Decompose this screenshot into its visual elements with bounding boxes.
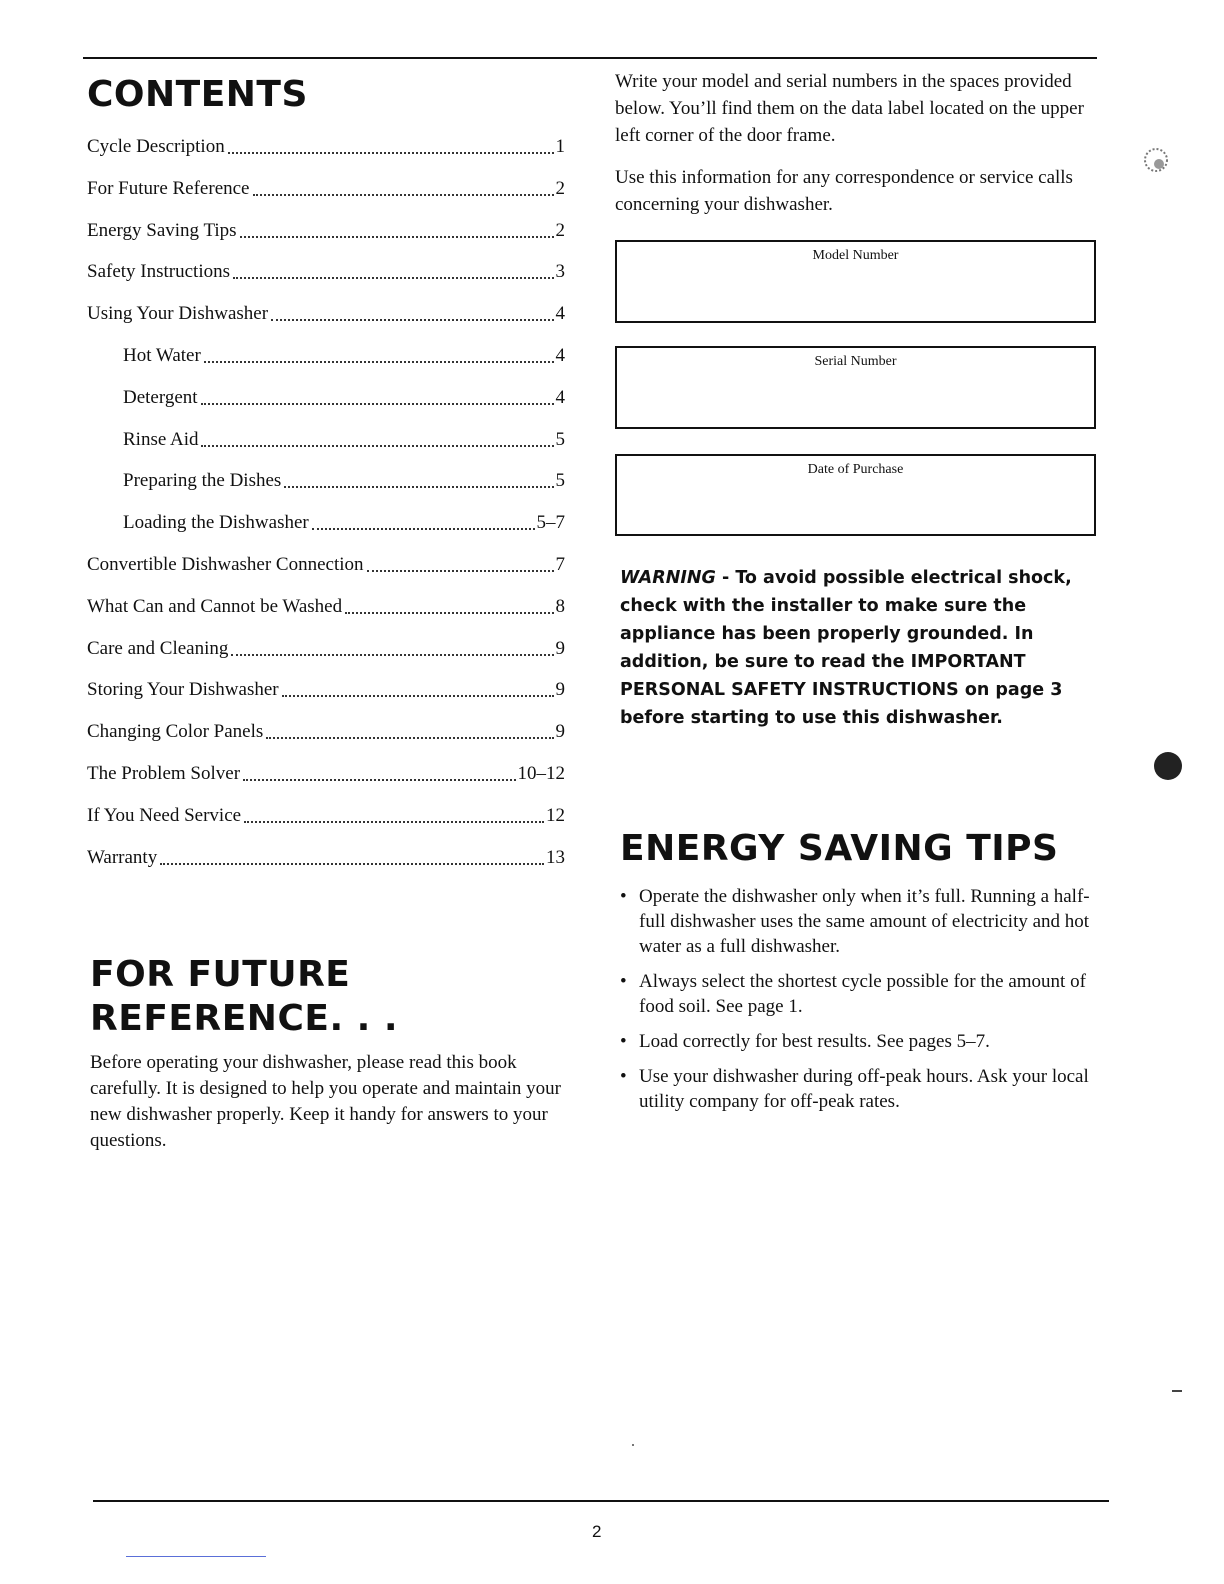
toc-label: Convertible Dishwasher Connection — [87, 553, 364, 575]
toc-subentry[interactable] — [87, 345, 565, 387]
bottom-rule — [93, 1500, 1109, 1502]
toc-subentry[interactable] — [87, 387, 565, 429]
toc-label: Detergent — [123, 386, 198, 408]
toc-label: If You Need Service — [87, 804, 242, 826]
future-reference-heading-line2: REFERENCE. . . — [90, 998, 399, 1039]
toc-page: 5 — [555, 428, 565, 450]
contents-heading: CONTENTS — [87, 74, 308, 115]
toc-page: 12 — [546, 804, 565, 826]
energy-tip: • Always select the shortest cycle possible for the amount of food soil. See page 1. — [620, 969, 1105, 1019]
toc-page: 5 — [555, 470, 565, 492]
future-reference-body: Before operating your dishwasher, please read this book carefully. It is designed to help you operate and maintain your new dishwasher properly. Keep it handy for answers to your questions. — [90, 1052, 561, 1151]
toc-label: Warranty — [87, 846, 158, 868]
toc-page: 4 — [555, 386, 565, 408]
toc-leader — [201, 387, 554, 405]
toc-entry[interactable] — [87, 220, 565, 262]
scan-speck — [632, 1444, 634, 1446]
toc-page: 4 — [555, 344, 565, 366]
toc-label: Care and Cleaning — [87, 637, 229, 659]
toc-entry[interactable] — [87, 136, 565, 178]
toc-leader — [201, 429, 553, 447]
toc-leader — [284, 470, 553, 488]
serial-number-field[interactable] — [615, 346, 1096, 429]
toc-entry[interactable] — [87, 763, 565, 805]
toc-leader — [266, 721, 553, 739]
toc-leader — [240, 220, 554, 238]
toc-page: 13 — [546, 846, 565, 868]
toc-page: 7 — [555, 553, 565, 575]
toc-entry[interactable] — [87, 638, 565, 680]
toc-leader — [204, 345, 554, 363]
record-use-text: Use this information for any correspondence or service calls concerning your dishwasher. — [615, 167, 1073, 215]
toc-leader — [367, 554, 554, 572]
top-rule — [83, 57, 1097, 59]
toc-label: Energy Saving Tips — [87, 219, 237, 241]
toc-leader — [282, 679, 554, 697]
toc-page: 2 — [555, 177, 565, 199]
energy-tip: • Use your dishwasher during off-peak hours. Ask your local utility company for off-peak rates. — [620, 1064, 1105, 1114]
toc-page: 9 — [555, 721, 565, 743]
toc-label: Cycle Description — [87, 136, 225, 157]
energy-tip: • Operate the dishwasher only when it’s full. Running a half-full dishwasher uses the same amount of electricity and hot water as a full dishwasher. — [620, 884, 1105, 959]
toc-label: The Problem Solver — [87, 762, 241, 784]
toc-subentry[interactable] — [87, 470, 565, 512]
future-reference-heading-line1: FOR FUTURE — [90, 954, 351, 995]
scan-mark — [1172, 1390, 1182, 1392]
toc-subentry[interactable] — [87, 512, 565, 554]
scan-smudge — [1141, 145, 1171, 175]
page-number: 2 — [592, 1522, 602, 1541]
toc-leader — [233, 261, 553, 279]
toc-leader — [243, 763, 515, 781]
energy-saving-tips-heading: ENERGY SAVING TIPS — [620, 828, 1059, 869]
toc-label: Changing Color Panels — [87, 721, 264, 743]
blue-underline — [126, 1556, 266, 1557]
date-of-purchase-label: Date of Purchase — [807, 462, 904, 477]
date-of-purchase-field[interactable] — [615, 454, 1096, 536]
toc-leader — [345, 596, 553, 614]
model-number-label: Model Number — [812, 248, 899, 263]
toc-leader — [231, 638, 553, 656]
toc-leader — [228, 136, 554, 154]
toc-page: 1 — [555, 136, 565, 157]
toc-label: Preparing the Dishes — [123, 470, 282, 492]
toc-label: Hot Water — [123, 344, 201, 366]
toc-entry[interactable] — [87, 554, 565, 596]
toc-entry[interactable] — [87, 596, 565, 638]
toc-label: Rinse Aid — [123, 428, 199, 450]
toc-entry[interactable] — [87, 178, 565, 220]
toc-entry[interactable] — [87, 261, 565, 303]
toc-leader — [271, 303, 553, 321]
record-intro-text: Write your model and serial numbers in the spaces provided below. You’ll find them on the data label located on the upper left corner of the door frame. — [615, 71, 1084, 146]
toc-page: 4 — [555, 303, 565, 325]
toc-label: What Can and Cannot be Washed — [87, 595, 343, 617]
toc-entry[interactable] — [87, 303, 565, 345]
toc-label: Safety Instructions — [87, 261, 231, 283]
toc-leader — [160, 847, 544, 865]
toc-label: Using Your Dishwasher — [87, 303, 269, 325]
toc-leader — [312, 512, 535, 530]
table-of-contents — [87, 136, 565, 888]
toc-page: 5–7 — [536, 512, 565, 534]
warning-lead: WARNING — [620, 568, 716, 588]
toc-page: 2 — [555, 219, 565, 241]
toc-leader — [253, 178, 554, 196]
toc-label: For Future Reference — [87, 177, 250, 199]
toc-label: Loading the Dishwasher — [123, 512, 309, 534]
warning-notice — [620, 564, 1100, 732]
toc-page: 9 — [555, 637, 565, 659]
model-number-field[interactable] — [615, 240, 1096, 323]
toc-page: 9 — [555, 679, 565, 701]
toc-subentry[interactable] — [87, 429, 565, 471]
toc-leader — [244, 805, 544, 823]
toc-label: Storing Your Dishwasher — [87, 679, 279, 701]
toc-page: 8 — [555, 595, 565, 617]
future-reference-heading — [90, 953, 490, 1041]
scan-blot — [1154, 752, 1182, 780]
warning-text: - To avoid possible electrical shock, check with the installer to make sure the appliance has been properly grounded. In addition, be sure to read the IMPORTANT PERSONAL SAFETY INSTRUCTIONS on page 3 before starting to use this dishwasher. — [620, 568, 1072, 728]
toc-entry[interactable] — [87, 721, 565, 763]
toc-entry[interactable] — [87, 805, 565, 847]
energy-tip: • Load correctly for best results. See pages 5–7. — [620, 1029, 1105, 1054]
toc-page: 3 — [555, 261, 565, 283]
toc-entry[interactable] — [87, 847, 565, 889]
toc-entry[interactable] — [87, 679, 565, 721]
energy-tips-list — [620, 884, 1105, 1124]
toc-page: 10–12 — [517, 762, 565, 784]
serial-number-label: Serial Number — [814, 354, 897, 369]
